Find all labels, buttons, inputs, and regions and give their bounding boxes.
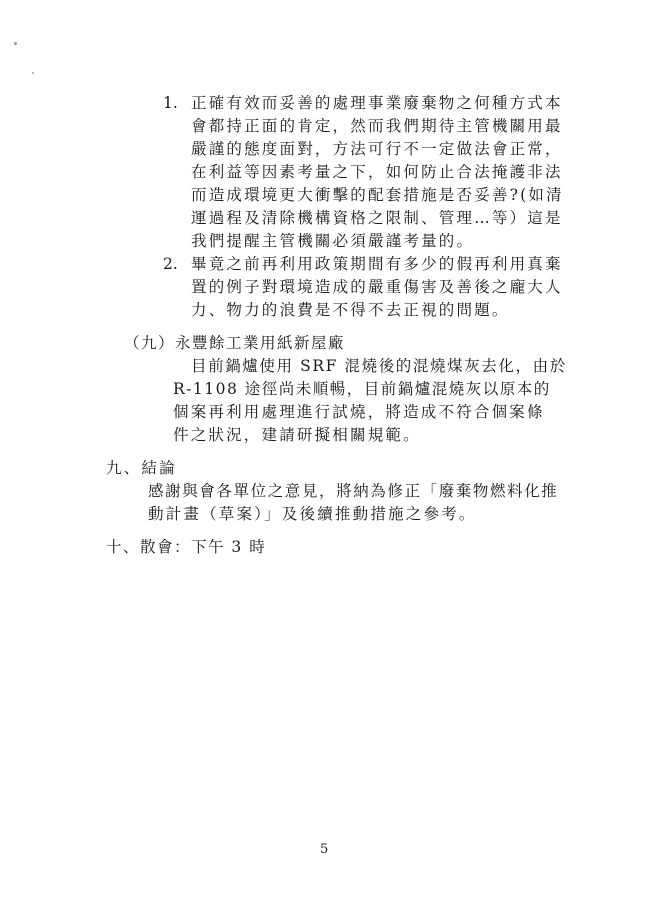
subsection-heading: （九）永豐餘工業用紙新屋廠: [124, 334, 346, 352]
section-heading: 九、結論: [106, 459, 177, 477]
paragraph-line: 件之狀況，建請研擬相關規範。: [173, 426, 421, 444]
paragraph-line: 力、物力的浪費是不得不去正視的問題。: [191, 301, 510, 319]
list-item-number: 1.: [163, 94, 178, 112]
paragraph-line: 我們提醒主管機關必須嚴謹考量的。: [191, 232, 475, 250]
scan-speck: [32, 72, 34, 74]
paragraph-line: 嚴謹的態度面對，方法可行不一定做法會正常，: [191, 140, 563, 158]
section-heading: 十、散會：下午 3 時: [106, 538, 267, 556]
paragraph-line: 在利益等因素考量之下，如何防止合法掩護非法: [191, 163, 563, 181]
page-number: 5: [320, 842, 329, 857]
paragraph-line: 感謝與會各單位之意見，將納為修正「廢棄物燃料化推: [148, 482, 559, 500]
paragraph-line: 正確有效而妥善的處理事業廢棄物之何種方式本: [191, 94, 563, 112]
paragraph-line: 目前鍋爐使用 SRF 混燒後的混燒煤灰去化，由於: [191, 357, 567, 375]
paragraph-line: 會都持正面的肯定，然而我們期待主管機關用最: [191, 117, 563, 135]
list-item-number: 2.: [163, 255, 178, 273]
paragraph-line: 運過程及清除機構資格之限制、管理…等）這是: [191, 209, 563, 227]
paragraph-line: 置的例子對環境造成的嚴重傷害及善後之龐大人: [191, 278, 563, 296]
paragraph-line: 畢竟之前再利用政策期間有多少的假再利用真棄: [191, 255, 563, 273]
scan-speck: [14, 42, 17, 45]
paragraph-line: 而造成環境更大衝擊的配套措施是否妥善?(如清: [191, 186, 564, 204]
paragraph-line: 個案再利用處理進行試燒，將造成不符合個案條: [173, 403, 545, 421]
paragraph-line: 動計畫（草案）」及後續推動措施之參考。: [148, 505, 477, 523]
paragraph-line: R-1108 途徑尚未順暢，目前鍋爐混燒灰以原本的: [173, 380, 551, 398]
